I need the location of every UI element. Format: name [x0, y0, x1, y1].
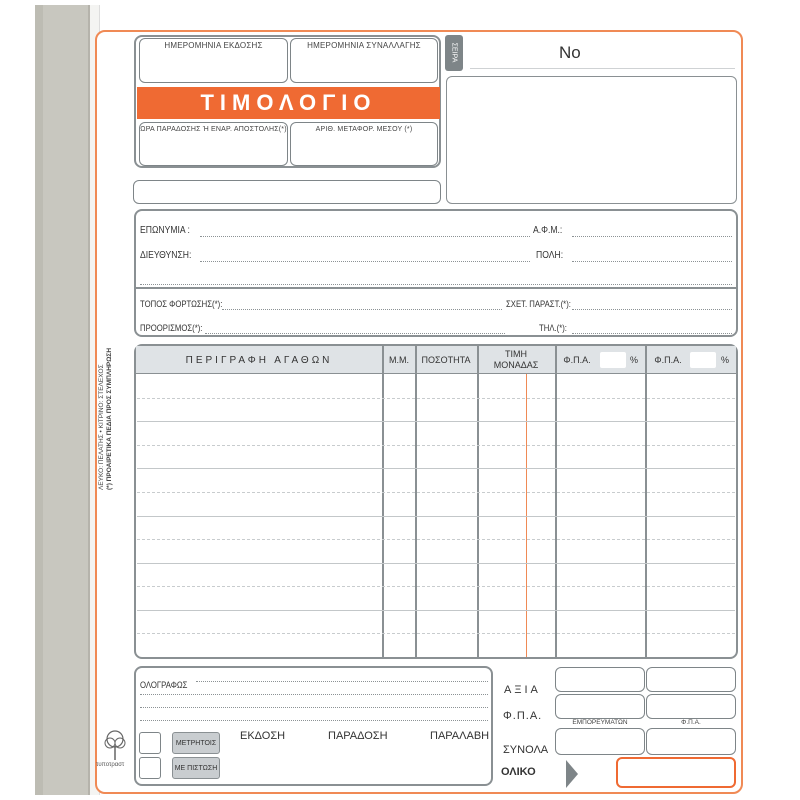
table-row[interactable]: [137, 398, 735, 422]
arrow-right-icon: [566, 760, 578, 788]
table-row[interactable]: [137, 468, 735, 492]
issuer-info-box[interactable]: [446, 76, 737, 204]
phone-field[interactable]: [572, 333, 732, 334]
vat-rate-2-box[interactable]: [690, 352, 716, 368]
loading-place-label: ΤΟΠΟΣ ΦΟΡΤΩΣΗΣ(*):: [140, 299, 223, 309]
customer-name-label: ΕΠΩΝΥΜΙΑ :: [140, 225, 190, 236]
vat-total-box[interactable]: [646, 728, 736, 755]
copy-note: [98, 340, 112, 490]
in-words-field-2[interactable]: [140, 694, 488, 695]
totals-label: ΣΥΝΟΛΑ: [503, 744, 549, 756]
table-row[interactable]: [137, 374, 735, 398]
customer-name-field[interactable]: [200, 236, 530, 237]
grand-total-label: ΟΛΙΚΟ: [501, 766, 536, 778]
in-words-field-4[interactable]: [140, 720, 488, 721]
vat-caption: Φ.Π.Α.: [681, 719, 701, 726]
vat-total-label: Φ.Π.Α.: [503, 710, 543, 722]
series-label: ΣΕΙΡΑ: [450, 42, 458, 63]
destination-label: ΠΡΟΟΡΙΣΜΟΣ(*):: [140, 323, 203, 333]
goods-total-box[interactable]: [555, 728, 645, 755]
vat-vat-box[interactable]: [646, 694, 736, 719]
document-title: ΤΙΜΟΛΟΓΙΟ: [200, 90, 377, 115]
issue-date-label: ΗΜΕΡΟΜΗΝΙΑ ΕΚΔΟΣΗΣ: [164, 41, 263, 50]
issue-signature-label: ΕΚΔΟΣΗ: [240, 730, 286, 742]
vehicle-number-label: ΑΡΙΘ. ΜΕΤΑΦΟΡ. ΜΕΣΟΥ (*): [315, 126, 413, 133]
customer-block: [134, 209, 738, 337]
customer-divider: [136, 287, 736, 289]
delivery-signature-label: ΠΑΡΑΔΟΣΗ: [328, 730, 388, 742]
vat-rate-1-box[interactable]: [600, 352, 626, 368]
table-row[interactable]: [137, 563, 735, 587]
value-label: ΑΞΙΑ: [504, 684, 541, 696]
col-quantity: ΠΟΣΟΤΗΤΑ: [421, 354, 471, 365]
goods-value-box[interactable]: [555, 667, 645, 692]
table-row[interactable]: [137, 586, 735, 610]
col-unit: Μ.Μ.: [389, 354, 409, 365]
percent-2: %: [721, 355, 730, 365]
reference-box[interactable]: [133, 180, 441, 204]
cash-option[interactable]: ΜΕΤΡΗΤΟΙΣ: [172, 732, 220, 754]
in-words-label: ΟΛΟΓΡΑΦΩΣ: [140, 680, 188, 690]
cash-checkbox[interactable]: [139, 732, 161, 754]
logo-text: τυποτραστ: [96, 762, 125, 768]
col-vat-2: Φ.Π.Α.: [654, 354, 682, 365]
table-row[interactable]: [137, 445, 735, 469]
goods-caption: ΕΜΠΟΡΕΥΜΑΤΩΝ: [572, 719, 628, 726]
grand-total-box[interactable]: [616, 757, 736, 788]
loading-place-field[interactable]: [222, 309, 502, 310]
binding-strip: [35, 5, 90, 795]
phone-label: ΤΗΛ.(*):: [539, 323, 567, 333]
related-doc-field[interactable]: [572, 309, 732, 310]
table-row[interactable]: [137, 539, 735, 563]
transaction-date-box[interactable]: [290, 38, 438, 83]
percent-1: %: [630, 355, 639, 365]
issue-date-box[interactable]: [139, 38, 288, 83]
vehicle-number-box[interactable]: [290, 122, 438, 166]
title-bar: [137, 87, 440, 119]
in-words-field-3[interactable]: [140, 707, 488, 708]
delivery-time-label: ΩΡΑ ΠΑΡΑΔΟΣΗΣ Ή ΕΝΑΡ. ΑΠΟΣΤΟΛΗΣ(*): [140, 126, 287, 133]
receipt-signature-label: ΠΑΡΑΛΑΒΗ: [430, 730, 490, 742]
credit-checkbox[interactable]: [139, 757, 161, 779]
series-tab: [445, 35, 463, 71]
copy-note-line1: ΛΕΥΚΟ: ΠΕΛΑΤΗΣ • ΚΙΤΡΙΝΟ: ΣΤΕΛΕΧΟΣ: [98, 364, 105, 490]
address-label: ΔΙΕΥΘΥΝΣΗ:: [140, 250, 192, 261]
col-description: ΠΕΡΙΓΡΑΦΗ ΑΓΑΘΩΝ: [185, 354, 333, 366]
number-label: No: [559, 43, 581, 62]
table-row[interactable]: [137, 610, 735, 634]
col-unit-price: ΤΙΜΗ ΜΟΝΑΔΑΣ: [493, 349, 539, 370]
vat-number-field[interactable]: [572, 236, 732, 237]
in-words-field-1[interactable]: [196, 681, 488, 682]
table-row[interactable]: [137, 421, 735, 445]
transaction-date-label: ΗΜΕΡΟΜΗΝΙΑ ΣΥΝΑΛΛΑΓΗΣ: [307, 41, 421, 50]
goods-vat-box[interactable]: [555, 694, 645, 719]
table-row[interactable]: [137, 492, 735, 516]
extra-line-field[interactable]: [140, 284, 732, 285]
vat-number-label: Α.Φ.Μ.:: [533, 225, 563, 236]
address-field[interactable]: [200, 261, 530, 262]
col-vat-1: Φ.Π.Α.: [563, 354, 591, 365]
related-doc-label: ΣΧΕΤ. ΠΑΡΑΣΤ.(*):: [506, 299, 571, 309]
credit-option[interactable]: ΜΕ ΠΙΣΤΩΣΗ: [172, 757, 220, 779]
table-row[interactable]: [137, 633, 735, 657]
city-field[interactable]: [572, 261, 732, 262]
destination-field[interactable]: [205, 333, 505, 334]
tree-logo-icon: [100, 728, 130, 764]
vat-value-box[interactable]: [646, 667, 736, 692]
city-label: ΠΟΛΗ:: [536, 250, 564, 261]
delivery-time-box[interactable]: [139, 122, 288, 166]
table-row[interactable]: [137, 516, 735, 540]
copy-note-line2: (*) ΠΡΟΑΙΡΕΤΙΚΑ ΠΕΔΙΑ ΠΡΟΣ ΣΥΜΠΛΗΡΩΣΗ: [106, 347, 113, 490]
number-line: [470, 68, 735, 69]
